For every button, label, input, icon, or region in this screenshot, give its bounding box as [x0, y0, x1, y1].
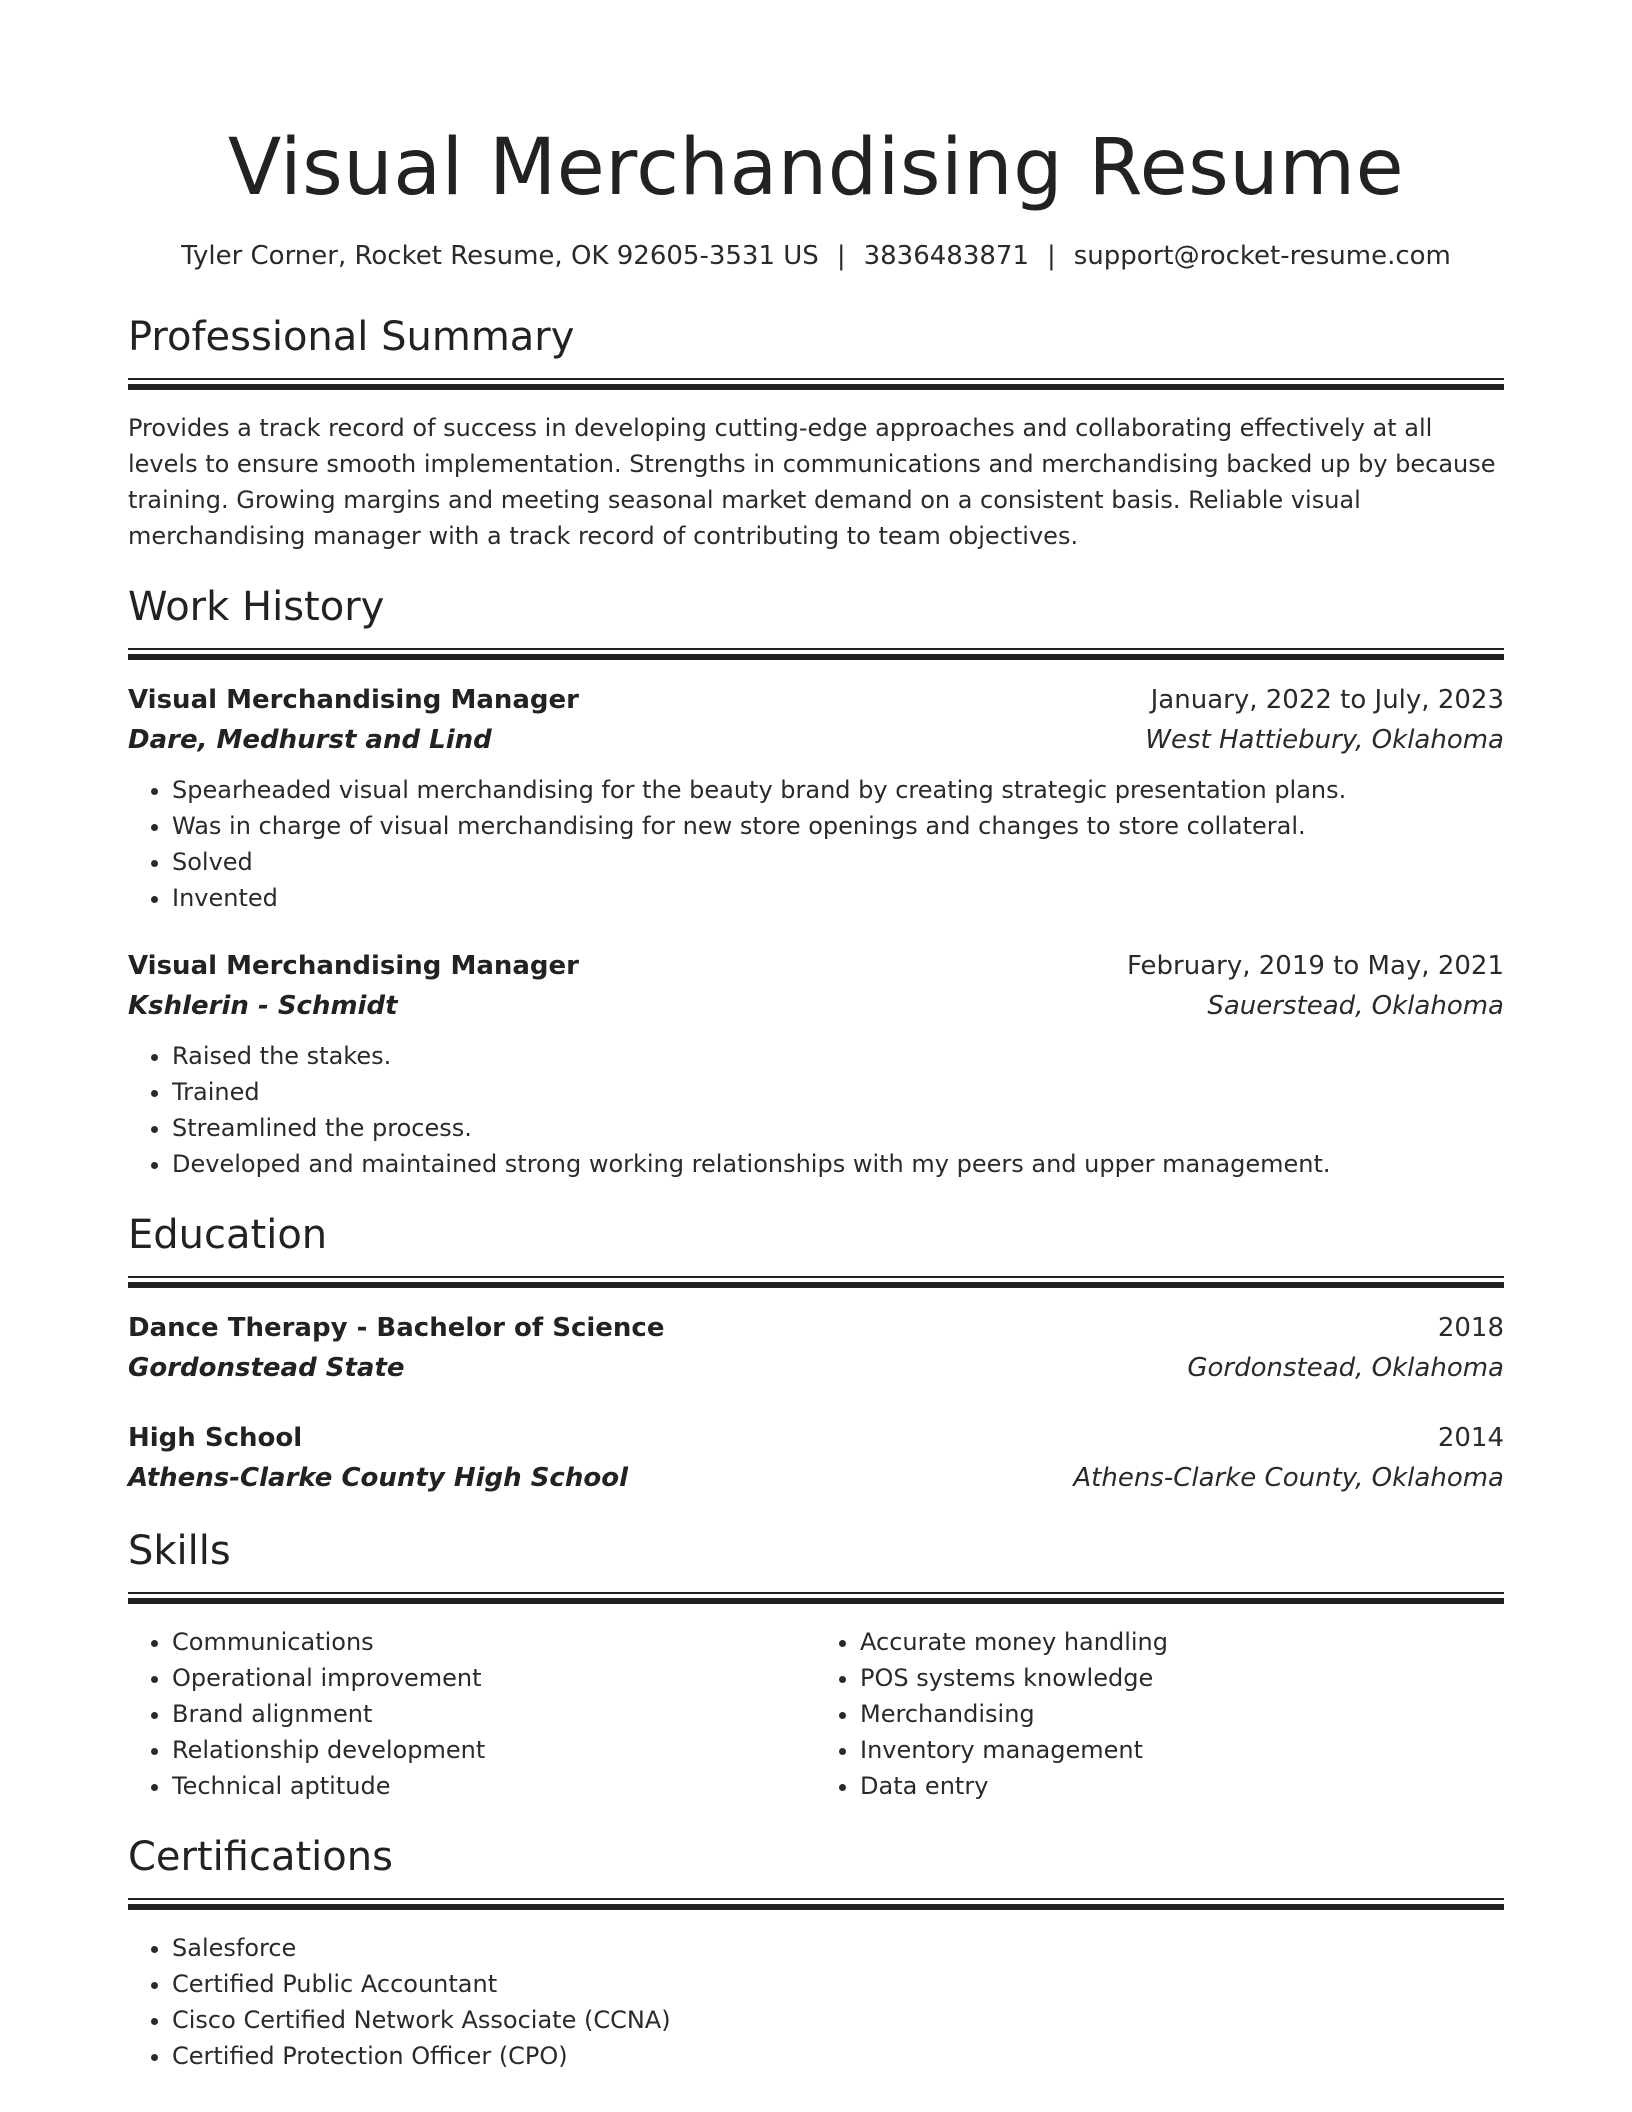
- education-degree: Dance Therapy - Bachelor of Science: [128, 1313, 665, 1343]
- job-bullets: [128, 772, 1504, 916]
- list-item: • Relationship development: [172, 1732, 816, 1768]
- skills-list-left: [128, 1624, 816, 1804]
- job-title: Visual Merchandising Manager: [128, 951, 580, 981]
- contact-phone: 3836483871: [863, 241, 1029, 271]
- list-item: • Technical aptitude: [172, 1768, 816, 1804]
- education-school: Athens-Clarke County High School: [128, 1463, 628, 1493]
- section-heading-certifications: Certifications: [128, 1834, 393, 1880]
- list-item: • Inventory management: [860, 1732, 1504, 1768]
- list-item: • Streamlined the process.: [172, 1110, 1504, 1146]
- section-divider: [128, 1592, 1504, 1604]
- job-entry: [128, 946, 1504, 1182]
- list-item: • Operational improvement: [172, 1660, 816, 1696]
- job-bullets: [128, 1038, 1504, 1182]
- section-heading-summary: Professional Summary: [128, 314, 575, 360]
- list-item: • Data entry: [860, 1768, 1504, 1804]
- list-item: • Brand alignment: [172, 1696, 816, 1732]
- education-entry: [128, 1308, 1504, 1388]
- education-school: Gordonstead State: [128, 1353, 405, 1383]
- job-company: Kshlerin - Schmidt: [128, 991, 398, 1021]
- list-item: • Certified Public Accountant: [172, 1966, 1504, 2002]
- section-heading-work-history: Work History: [128, 584, 385, 630]
- job-location: Sauerstead, Oklahoma: [1207, 991, 1504, 1021]
- list-item: • Invented: [172, 880, 1504, 916]
- education-section: [128, 1210, 1504, 1498]
- list-item: • Accurate money handling: [860, 1624, 1504, 1660]
- education-location: Athens-Clarke County, Oklahoma: [1073, 1463, 1504, 1493]
- contact-separator: |: [1047, 241, 1056, 271]
- job-entry: [128, 680, 1504, 916]
- contact-separator: |: [836, 241, 846, 271]
- section-divider: [128, 378, 1504, 390]
- list-item: • Spearheaded visual merchandising for the beauty brand by creating strategic presentation plans.: [172, 772, 1504, 808]
- summary-text: Provides a track record of success in developing cutting-edge approaches and collaborating effectively at all levels to ensure smooth implementation. Strengths in communications and merchandising backed up by because training. Growing margins and meeting seasonal market demand on a consistent basis. Reliable visual merchandising manager with a track record of contributing to team objectives.: [128, 414, 1496, 550]
- list-item: • Developed and maintained strong working relationships with my peers and upper management.: [172, 1146, 1504, 1182]
- education-year: 2014: [1437, 1423, 1504, 1453]
- section-heading-skills: Skills: [128, 1528, 231, 1574]
- section-divider: [128, 1898, 1504, 1910]
- list-item: • Raised the stakes.: [172, 1038, 1504, 1074]
- list-item: • Was in charge of visual merchandising for new store openings and changes to store collateral.: [172, 808, 1504, 844]
- list-item: • Salesforce: [172, 1930, 1504, 1966]
- education-degree: High School: [128, 1423, 303, 1453]
- section-heading-education: Education: [128, 1212, 328, 1258]
- certifications-list: [128, 1930, 1504, 2074]
- job-company: Dare, Medhurst and Lind: [128, 725, 492, 755]
- section-divider: [128, 1276, 1504, 1288]
- skills-section: [128, 1526, 1504, 1804]
- skills-list-right: [816, 1624, 1504, 1804]
- job-location: West Hattiebury, Oklahoma: [1145, 725, 1504, 755]
- list-item: • Communications: [172, 1624, 816, 1660]
- job-dates: January, 2022 to July, 2023: [1150, 685, 1504, 715]
- contact-email: support@rocket-resume.com: [1073, 241, 1451, 271]
- list-item: • Certified Protection Officer (CPO): [172, 2038, 1504, 2074]
- education-location: Gordonstead, Oklahoma: [1187, 1353, 1504, 1383]
- education-entry: [128, 1418, 1504, 1498]
- resume-title: Visual Merchandising Resume: [227, 123, 1405, 213]
- contact-line: [128, 238, 1504, 274]
- job-dates: February, 2019 to May, 2021: [1127, 951, 1504, 981]
- contact-address: Tyler Corner, Rocket Resume, OK 92605-3531 US: [181, 241, 819, 271]
- skills-grid: [128, 1624, 1504, 1804]
- list-item: • Merchandising: [860, 1696, 1504, 1732]
- section-divider: [128, 648, 1504, 660]
- certifications-section: [128, 1832, 1504, 2074]
- list-item: • POS systems knowledge: [860, 1660, 1504, 1696]
- list-item: • Trained: [172, 1074, 1504, 1110]
- work-history-section: [128, 582, 1504, 1182]
- list-item: • Solved: [172, 844, 1504, 880]
- skills-column-right: [816, 1624, 1504, 1804]
- skills-column-left: [128, 1624, 816, 1804]
- education-year: 2018: [1437, 1313, 1504, 1343]
- list-item: • Cisco Certified Network Associate (CCNA): [172, 2002, 1504, 2038]
- summary-section: [128, 312, 1504, 554]
- job-title: Visual Merchandising Manager: [128, 685, 580, 715]
